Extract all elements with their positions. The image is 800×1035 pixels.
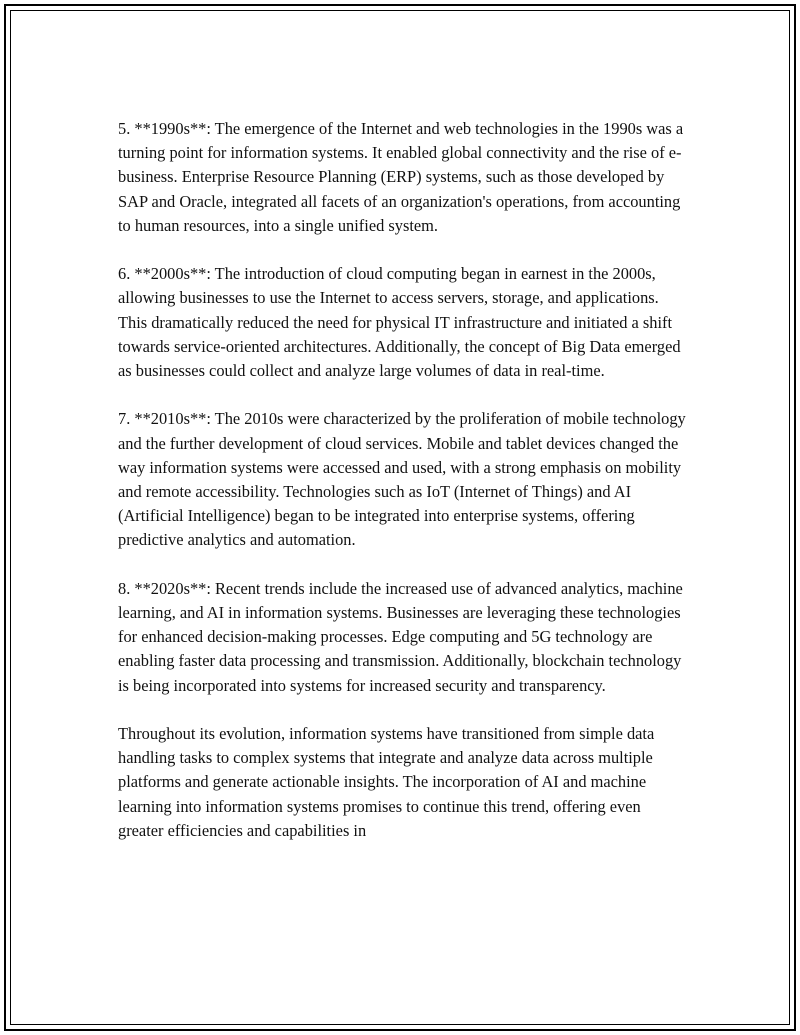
- paragraph-2010s: 7. **2010s**: The 2010s were characterized by the proliferation of mobile technology and the further development of cloud services. Mobile and tablet devices changed the way information systems were accessed and used, with a strong emphasis on mobility and remote accessibility. Technologies such as IoT (Internet of Things) and AI (Artificial Intelligence) began to be integrated into enterprise systems, offering predictive analytics and automation.: [118, 409, 686, 550]
- paragraph-1990s: 5. **1990s**: The emergence of the Internet and web technologies in the 1990s was a turning point for information systems. It enabled global connectivity and the rise of e-business. Enterprise Resource Planning (ERP) systems, such as those developed by SAP and Oracle, integrated all facets of an organization's operations, from accounting to human resources, into a single unified system.: [118, 119, 684, 235]
- paragraph-conclusion: Throughout its evolution, information systems have transitioned from simple data handling tasks to complex systems that integrate and analyze data across multiple platforms and generate actionable insights. The incorporation of AI and machine learning into information systems promises to continue this trend, offering even greater efficiencies and capabilities in: [118, 724, 655, 840]
- paragraph-2020s: 8. **2020s**: Recent trends include the increased use of advanced analytics, machine learning, and AI in information systems. Businesses are leveraging these technologies for enhanced decision-making processes. Edge computing and 5G technology are enabling faster data processing and transmission. Additionally, blockchain technology is being incorporated into systems for increased security and transparency.: [118, 578, 683, 695]
- document-body: [118, 117, 690, 867]
- paragraph-2000s: 6. **2000s**: The introduction of cloud computing began in earnest in the 2000s, allowing businesses to use the Internet to access servers, storage, and applications. This dramatically reduced the need for physical IT infrastructure and initiated a shift towards service-oriented architectures. Additionally, the concept of Big Data emerged as businesses could collect and analyze large volumes of data in real-time.: [118, 264, 681, 381]
